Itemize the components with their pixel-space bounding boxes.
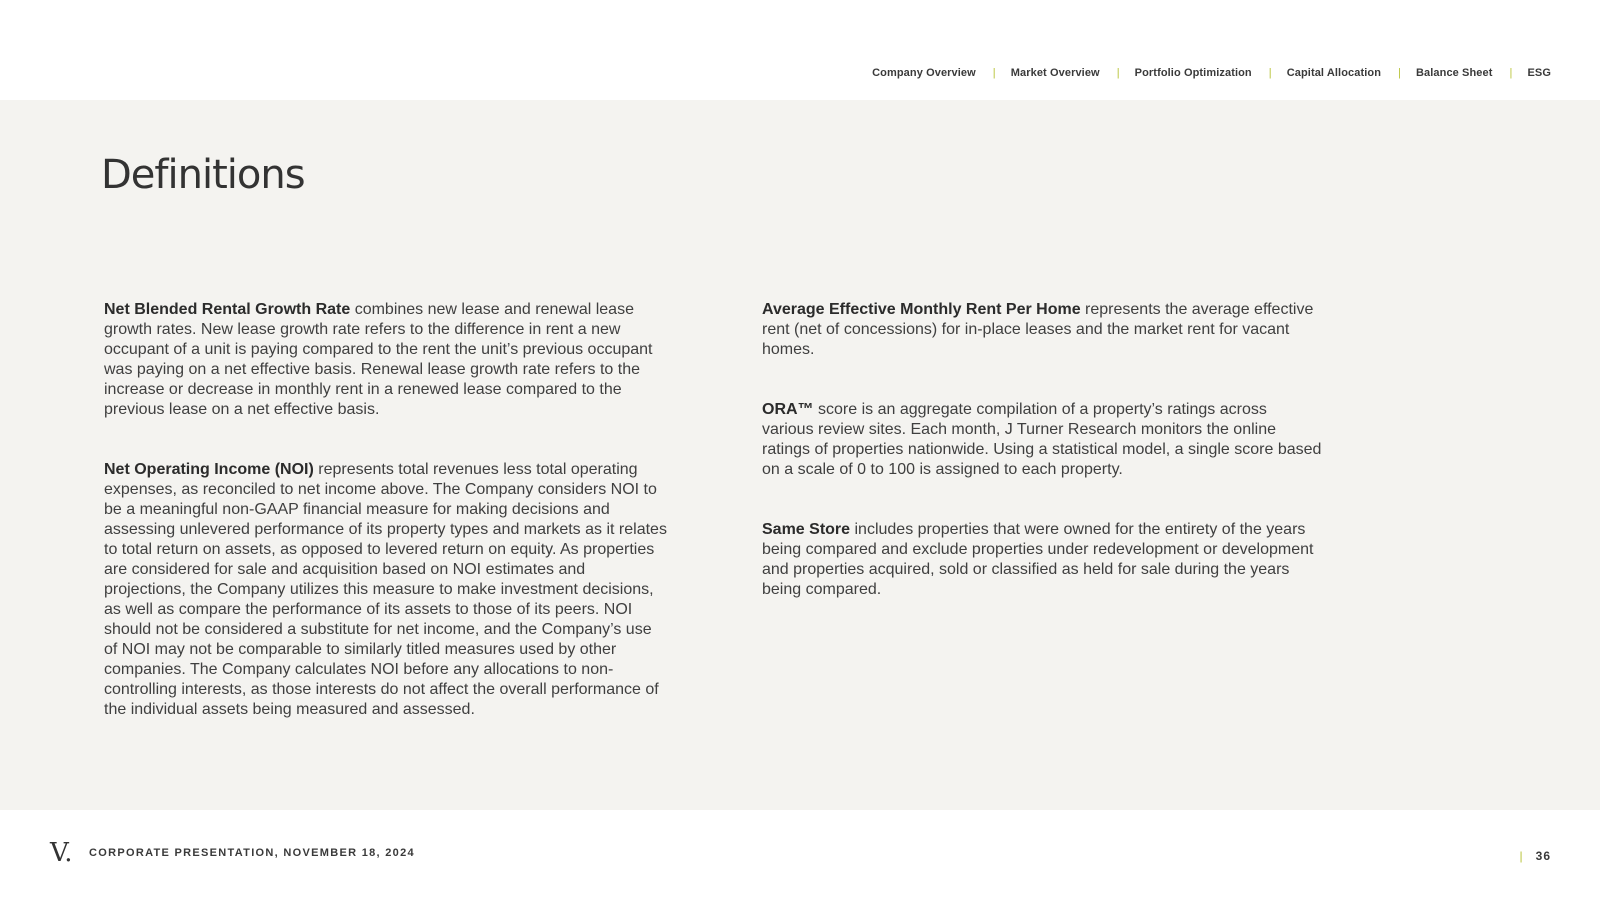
definition-text: includes properties that were owned for the entirety of the years being compared and exclude properties under redevelopment or development and properties acquired, sold or classified as held for sale during the years being compared. xyxy=(762,521,1314,598)
definition-term: ORA™ xyxy=(762,401,814,418)
definition-term: Average Effective Monthly Rent Per Home xyxy=(762,301,1081,318)
section-nav xyxy=(872,67,1551,79)
page-number-separator: | xyxy=(1519,849,1524,863)
definition-same-store xyxy=(762,520,1322,600)
nav-item-company-overview[interactable]: Company Overview xyxy=(872,67,976,79)
definition-ora-score xyxy=(762,400,1322,480)
page-number xyxy=(1520,849,1551,863)
nav-item-capital-allocation[interactable]: Capital Allocation xyxy=(1286,67,1382,79)
slide-content xyxy=(0,100,1600,810)
company-logo: V. xyxy=(50,838,73,868)
definitions-right-column xyxy=(762,300,1322,640)
nav-item-portfolio-optimization[interactable]: Portfolio Optimization xyxy=(1134,67,1252,79)
top-bar xyxy=(0,0,1600,100)
footer xyxy=(0,810,1600,899)
nav-separator: | xyxy=(1116,67,1120,79)
nav-item-esg[interactable]: ESG xyxy=(1527,67,1551,79)
definition-net-operating-income xyxy=(104,460,669,720)
nav-separator: | xyxy=(1268,67,1272,79)
nav-item-market-overview[interactable]: Market Overview xyxy=(1010,67,1100,79)
definition-average-effective-monthly-rent xyxy=(762,300,1322,360)
page-title: Definitions xyxy=(101,152,305,198)
page-number-value: 36 xyxy=(1535,849,1551,863)
nav-separator: | xyxy=(1509,67,1513,79)
definition-term: Net Operating Income (NOI) xyxy=(104,461,314,478)
definitions-left-column xyxy=(104,300,669,760)
nav-separator: | xyxy=(1398,67,1401,79)
definition-term: Same Store xyxy=(762,521,851,538)
definition-net-blended-rental-growth-rate xyxy=(104,300,669,420)
nav-separator: | xyxy=(992,67,996,79)
definition-text: score is an aggregate compilation of a property’s ratings across various review sites. Each month, J Turner Research monitors the online ratings of properties nationwide. Using a statistical model, a single score based on a scale of 0 to 100 is assigned to each property. xyxy=(762,401,1322,478)
definition-text: combines new lease and renewal lease growth rates. New lease growth rate refers to the difference in rent a new occupant of a unit is paying compared to the rent the unit’s previous occupant was paying on a net effective basis. Renewal lease growth rate refers to the increase or decrease in monthly rent in a renewed lease compared to the previous lease on a net effective basis. xyxy=(104,301,653,418)
nav-item-balance-sheet[interactable]: Balance Sheet xyxy=(1415,67,1493,79)
footer-presentation-label: CORPORATE PRESENTATION, NOVEMBER 18, 2024 xyxy=(89,847,415,859)
definition-text: represents the average effective rent (net of concessions) for in-place leases and the market rent for vacant homes. xyxy=(762,301,1314,358)
definition-term: Net Blended Rental Growth Rate xyxy=(104,301,351,318)
definition-text: represents total revenues less total operating expenses, as reconciled to net income above. The Company considers NOI to be a meaningful non-GAAP financial measure for making decisions and assessing unlevered performance of its property types and markets as it relates to total return on assets, as opposed to levered return on equity. As properties are considered for sale and acquisition based on NOI estimates and projections, the Company utilizes this measure to make investment decisions, as well as compare the performance of its assets to those of its peers. NOI should not be considered a substitute for net income, and the Company’s use of NOI may not be comparable to similarly titled measures used by other companies. The Company calculates NOI before any allocations to non-controlling interests, as those interests do not affect the overall performance of the individual assets being measured and assessed. xyxy=(104,461,667,718)
